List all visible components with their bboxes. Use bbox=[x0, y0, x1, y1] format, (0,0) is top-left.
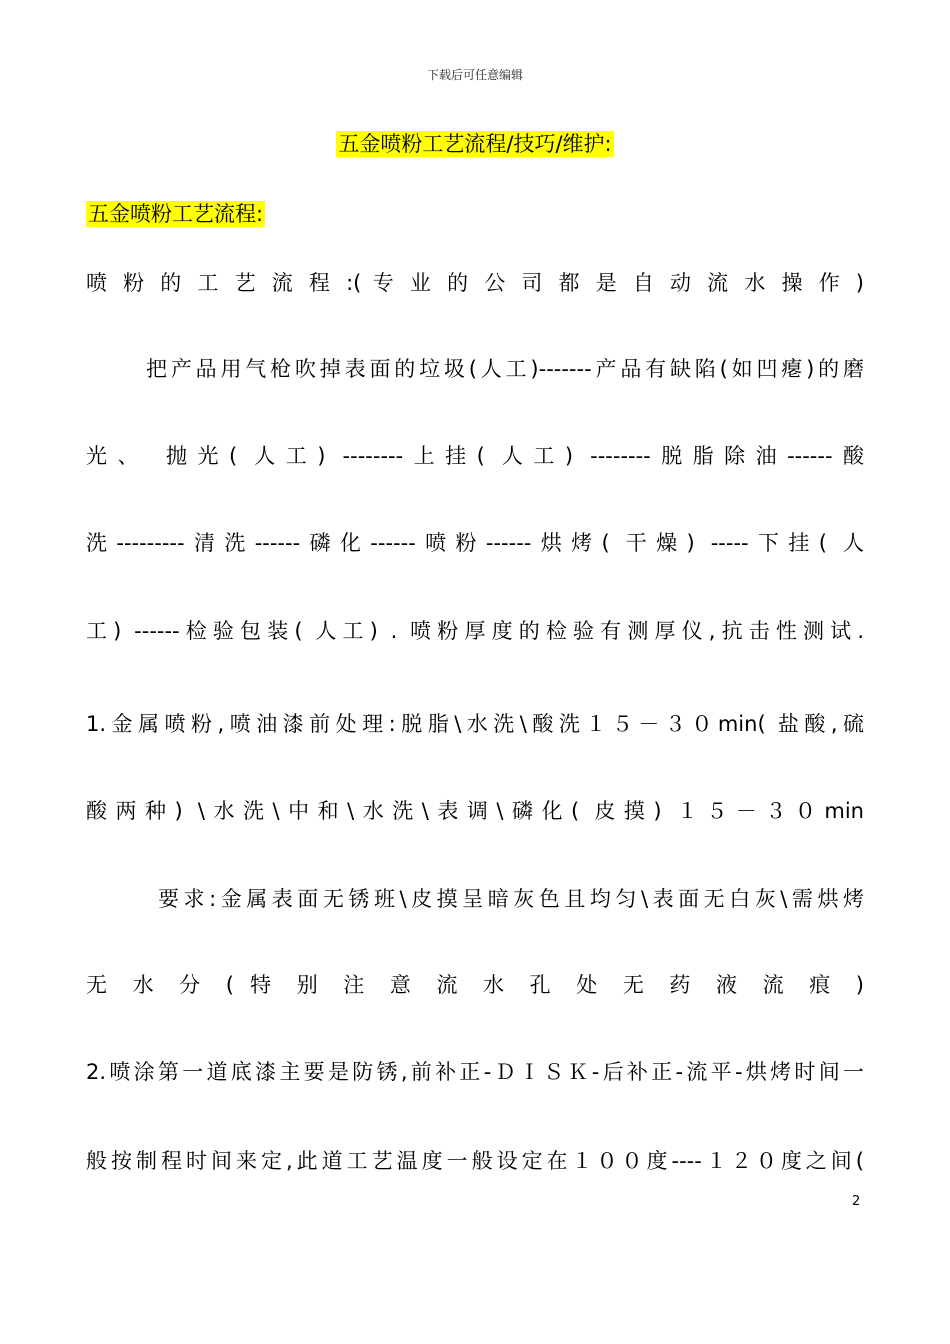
paragraph-line-11: 般按制程时间来定,此道工艺温度一般设定在１００度----１２０度之间( bbox=[86, 1149, 864, 1173]
paragraph-line-3: 光、 抛光( 人工) --------上挂( 人工) --------脱脂除油------酸 bbox=[86, 444, 864, 468]
paragraph-line-7: 酸两种) \水洗\中和\水洗\表调\磷化( 皮摸) １５－３０min bbox=[86, 799, 864, 823]
paragraph-line-6: 1.金属喷粉,喷油漆前处理:脱脂\水洗\酸洗１５－３０min( 盐酸,硫 bbox=[86, 712, 864, 736]
paragraph-line-1: 喷 粉 的 工 艺 流 程 :( 专 业 的 公 司 都 是 自 动 流 水 操 作 ) bbox=[86, 271, 864, 295]
paragraph-line-8: 要求:金属表面无锈班\皮摸呈暗灰色且均匀\表面无白灰\需烘烤 bbox=[158, 887, 864, 911]
page-header: 下载后可任意编辑 bbox=[426, 68, 523, 82]
paragraph-line-5: 工) ------检验包装( 人工) . 喷粉厚度的检验有测厚仪,抗击性测试. bbox=[86, 619, 864, 643]
paragraph-line-2: 把产品用气枪吹掉表面的垃圾(人工)-------产品有缺陷(如凹瘪)的磨 bbox=[146, 357, 864, 381]
paragraph-line-10: 2.喷涂第一道底漆主要是防锈,前补正-ＤＩＳＫ-后补正-流平-烘烤时间一 bbox=[86, 1060, 864, 1084]
section-heading bbox=[86, 200, 265, 228]
document-title bbox=[0, 130, 950, 158]
paragraph-line-9: 无 水 分 ( 特 别 注 意 流 水 孔 处 无 药 液 流 痕 ) bbox=[86, 973, 864, 997]
page-number: 2 bbox=[852, 1194, 861, 1209]
paragraph-line-4: 洗---------清洗------磷化------喷粉------烘烤( 干燥) -----下挂( 人 bbox=[86, 531, 864, 555]
section-heading-highlight: 五金喷粉工艺流程: bbox=[88, 202, 264, 226]
title-highlight: 五金喷粉工艺流程/技巧/维护: bbox=[338, 132, 612, 156]
